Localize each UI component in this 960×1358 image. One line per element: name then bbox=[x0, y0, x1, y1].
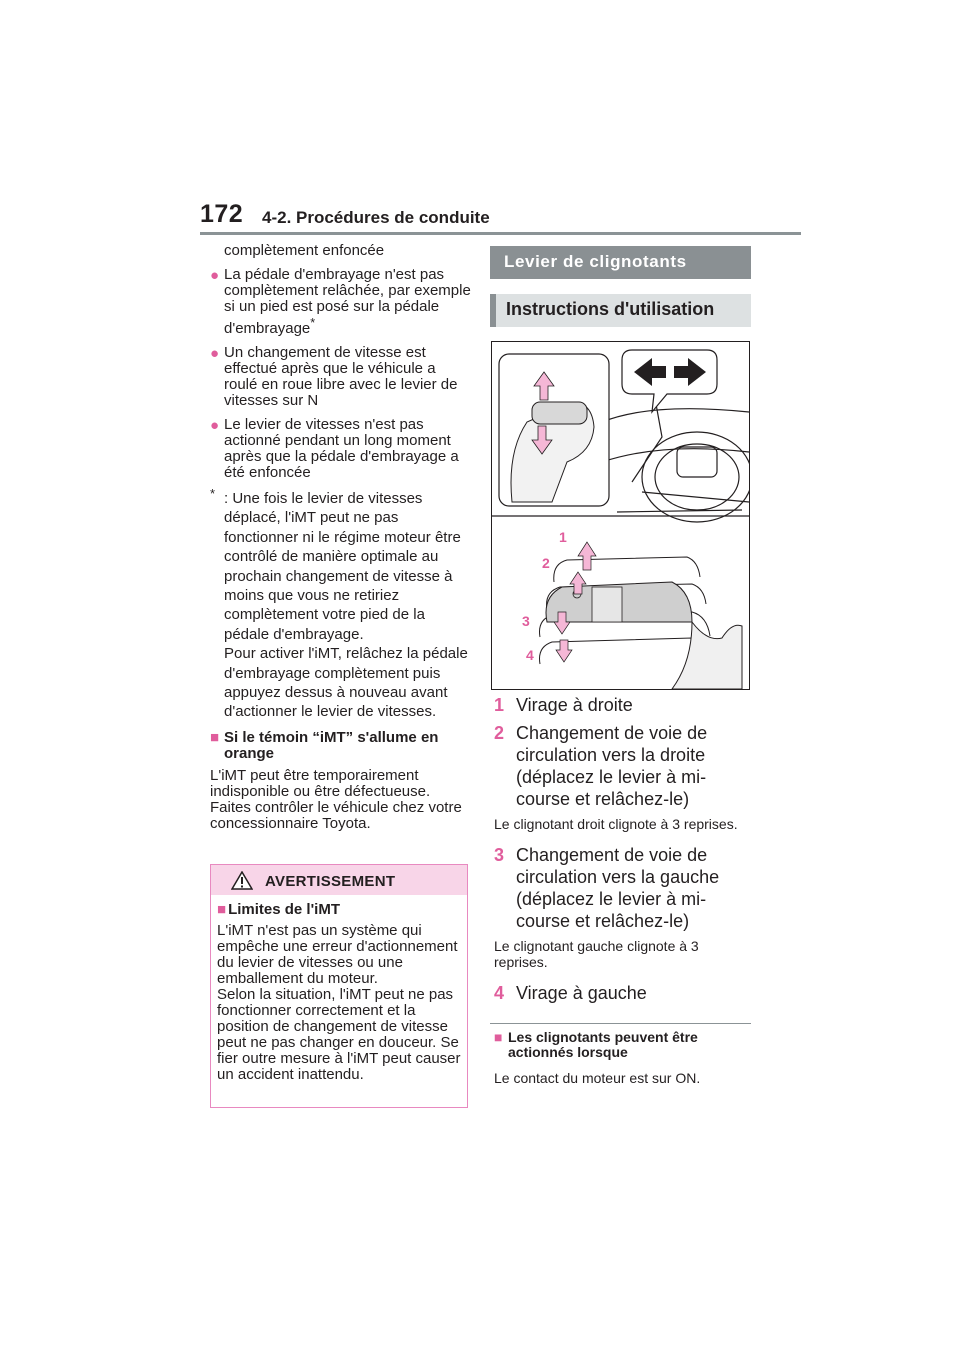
imt-orange-paragraph: L'iMT peut être temporairement indisponible ou être défectueuse. Faites contrôler le véhicule chez votre concessionnaire Toyota. bbox=[210, 766, 462, 832]
clignotants-condition-heading: ■ Les clignotants peuvent être actionnés lorsque bbox=[494, 1029, 698, 1060]
step-number: 4 bbox=[494, 983, 505, 1003]
figure-label-1: 1 bbox=[559, 529, 567, 545]
clignotants-condition-text: Le contact du moteur est sur ON. bbox=[494, 1070, 701, 1086]
warning-triangle-icon bbox=[231, 871, 253, 890]
heading-instructions: Instructions d'utilisation bbox=[490, 294, 751, 327]
continuation-text: complètement enfoncée bbox=[224, 242, 385, 259]
hand-inset bbox=[499, 354, 609, 506]
figure-label-4: 4 bbox=[526, 647, 534, 663]
steps-list bbox=[494, 694, 756, 1010]
warning-text: L'iMT n'est pas un système qui empêche une erreur d'actionnement du levier de vitesses ou une emballement du moteur. Selon la situation, l'iMT peut ne pas fonctionner correctement et la position de changement de vitesse peut ne pas changer en douceur. Se fier outre mesure à l'iMT peut causer un accident inattendu. bbox=[217, 922, 461, 1083]
square-bullet-icon: ■ bbox=[494, 1029, 503, 1045]
step-text: Changement de voie de circulation vers la droite (déplacez le levier à mi-course et relâchez-le) bbox=[516, 723, 708, 809]
bullet-dot-icon: ● bbox=[210, 345, 220, 362]
lever-figure bbox=[492, 342, 749, 689]
step-item bbox=[494, 694, 756, 716]
bullet-item bbox=[210, 417, 472, 481]
warning-title: AVERTISSEMENT bbox=[265, 873, 396, 890]
imt-orange-heading: ■ Si le témoin “iMT” s'allume en orange bbox=[210, 728, 439, 762]
square-bullet-icon: ■ bbox=[210, 728, 220, 746]
step-text: Virage à droite bbox=[516, 695, 633, 715]
bullet-dot-icon: ● bbox=[210, 417, 220, 434]
step-text: Changement de voie de circulation vers la gauche (déplacez le levier à mi-course et relâchez-le) bbox=[516, 845, 720, 931]
dashboard-scene bbox=[602, 382, 749, 522]
warning-box bbox=[210, 864, 468, 1108]
step-item bbox=[494, 982, 756, 1004]
square-bullet-icon: ■ bbox=[217, 901, 227, 918]
arrow-pos1-icon bbox=[578, 542, 596, 570]
page-number: 172 bbox=[200, 200, 244, 228]
step-note: Le clignotant gauche clignote à 3 reprises. bbox=[494, 938, 699, 970]
step-text: Virage à gauche bbox=[516, 983, 647, 1003]
step-number: 1 bbox=[494, 695, 505, 715]
section-divider bbox=[490, 1023, 751, 1024]
bullet-text: La pédale d'embrayage n'est pas complètement relâchée, par exemple si un pied est posé sur la pédale d'embrayage bbox=[224, 266, 471, 337]
warning-header bbox=[211, 865, 467, 895]
footnote-ref: * bbox=[310, 316, 316, 330]
footnote bbox=[210, 486, 472, 722]
header-rule bbox=[200, 232, 801, 235]
figure-label-2: 2 bbox=[542, 555, 550, 571]
lever-body bbox=[546, 582, 742, 689]
section-title: 4-2. Procédures de conduite bbox=[262, 208, 490, 227]
footnote-text: : Une fois le levier de vitesses déplacé, l'iMT peut ne pas fonctionner ni le régime moteur être contrôlé de manière optimale au prochain changement de vitesse à moins que vous ne retiriez complètement votre pied de la pédale d'embrayage. Pour activer l'iMT, relâchez la pédale d'embrayage complètement puis appuyez dessus à nouveau avant d'actionner le levier de vitesses. bbox=[224, 490, 468, 721]
turn-signal-illustration bbox=[491, 341, 750, 690]
step-item bbox=[494, 722, 756, 810]
footnote-star: * bbox=[210, 486, 216, 501]
step-number: 2 bbox=[494, 723, 505, 743]
bullet-item bbox=[210, 267, 472, 337]
step-number: 3 bbox=[494, 845, 505, 865]
step-note: Le clignotant droit clignote à 3 reprises. bbox=[494, 816, 738, 832]
bullet-dot-icon: ● bbox=[210, 267, 220, 284]
figure-label-3: 3 bbox=[522, 613, 530, 629]
step-item bbox=[494, 844, 756, 932]
left-column bbox=[210, 243, 472, 832]
direction-arrows-bubble bbox=[622, 350, 717, 412]
heading-levier-clignotants: Levier de clignotants bbox=[490, 246, 751, 279]
bullet-item bbox=[210, 345, 472, 409]
arrow-pos4-icon bbox=[556, 640, 572, 662]
bullet-text: Un changement de vitesse est effectué après que le véhicule a roulé en roue libre avec le levier de vitesses sur N bbox=[224, 344, 458, 409]
bullet-text: Le levier de vitesses n'est pas actionné pendant un long moment après que la pédale d'embrayage a été enfoncée bbox=[224, 416, 459, 481]
warning-subheading: ■ Limites de l'iMT bbox=[217, 901, 340, 918]
